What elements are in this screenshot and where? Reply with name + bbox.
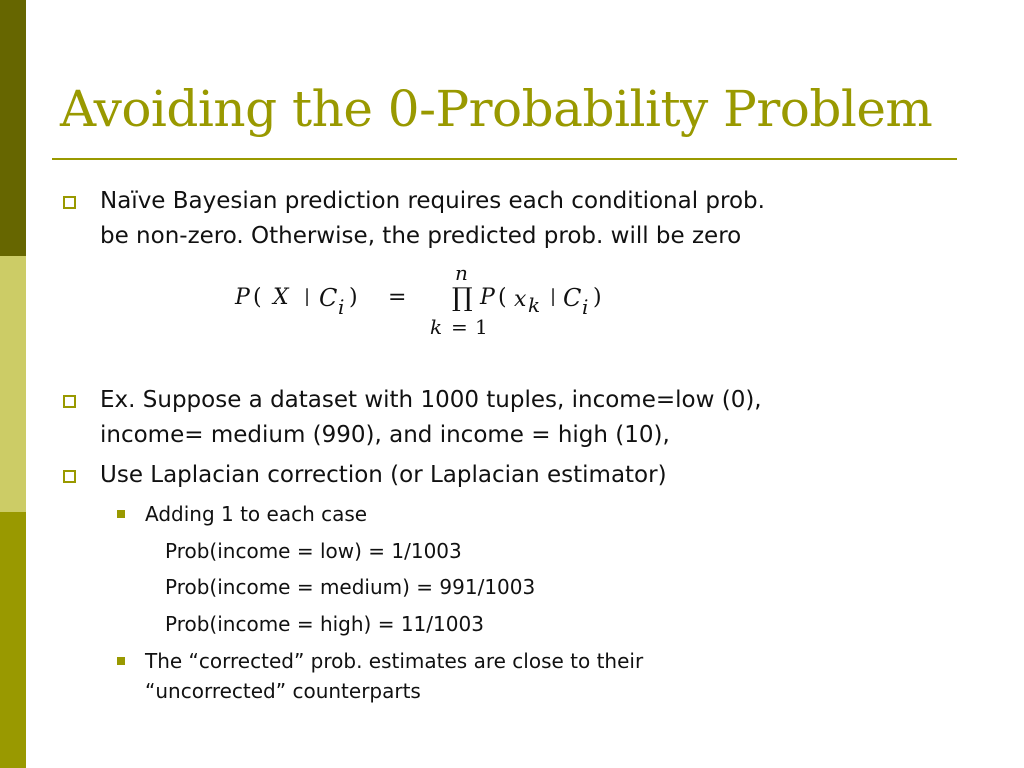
formula-rhs-close: ) [593, 285, 602, 310]
formula-product-symbol: ∏ [452, 283, 473, 313]
sidebar-band-top [0, 0, 26, 256]
formula-lhs-open: ( [253, 285, 262, 310]
bullet-line: be non-zero. Otherwise, the predicted prob. will be zero [100, 223, 742, 249]
hollow-square-bullet-icon [63, 470, 76, 483]
formula-rhs-open: ( [498, 285, 507, 310]
hollow-square-bullet-icon [63, 395, 76, 408]
formula-lower-eq: = [451, 315, 468, 339]
title-underline [52, 158, 957, 160]
prob-low-line: Prob(income = low) = 1/1003 [165, 539, 462, 563]
formula-lhs-x: X [273, 285, 289, 310]
filled-square-bullet-icon [117, 657, 125, 665]
formula-lower-one: 1 [475, 315, 488, 339]
formula-rhs-i: i [582, 295, 589, 319]
bullet-line: Ex. Suppose a dataset with 1000 tuples, income=low (0), [100, 387, 762, 413]
sub-bullet-corrected [145, 646, 643, 706]
bullet-line: Naïve Bayesian prediction requires each conditional prob. [100, 188, 765, 214]
formula-rhs-c: C [563, 284, 582, 312]
sidebar-band-bottom [0, 512, 26, 768]
formula-lhs-c: C [319, 284, 338, 312]
formula-equals: = [388, 285, 407, 310]
sub-bullet-line: The “corrected” prob. estimates are close to their [145, 649, 644, 673]
formula-rhs-p: P [480, 285, 495, 310]
formula-lhs-close: ) [349, 285, 358, 310]
bullet-naive-bayes [100, 184, 765, 254]
formula-rhs-x: x [514, 287, 527, 312]
formula-rhs-k: k [528, 293, 541, 317]
hollow-square-bullet-icon [63, 196, 76, 209]
slide-title: Avoiding the 0-Probability Problem [60, 80, 933, 138]
bullet-example [100, 383, 762, 453]
formula-upper-limit: n [455, 261, 468, 285]
sub-bullet-text: Adding 1 to each case [145, 502, 368, 526]
bullet-line: income= medium (990), and income = high (10), [100, 422, 670, 448]
product-formula [225, 258, 645, 342]
formula-rhs-bar: | [550, 286, 557, 307]
formula-lhs-bar: | [304, 286, 311, 307]
filled-square-bullet-icon [117, 510, 125, 518]
bullet-laplacian [100, 458, 667, 493]
sub-bullet-line: “uncorrected” counterparts [145, 679, 421, 703]
bullet-line: Use Laplacian correction (or Laplacian estimator) [100, 462, 667, 488]
prob-high-line: Prob(income = high) = 11/1003 [165, 612, 484, 636]
formula-lhs-i: i [338, 295, 345, 319]
sidebar-band-middle [0, 256, 26, 512]
formula-lhs-p: P [235, 285, 250, 310]
sub-bullet-adding-one [145, 499, 367, 529]
prob-medium-line: Prob(income = medium) = 991/1003 [165, 575, 536, 599]
formula-lower-k: k [430, 315, 443, 339]
